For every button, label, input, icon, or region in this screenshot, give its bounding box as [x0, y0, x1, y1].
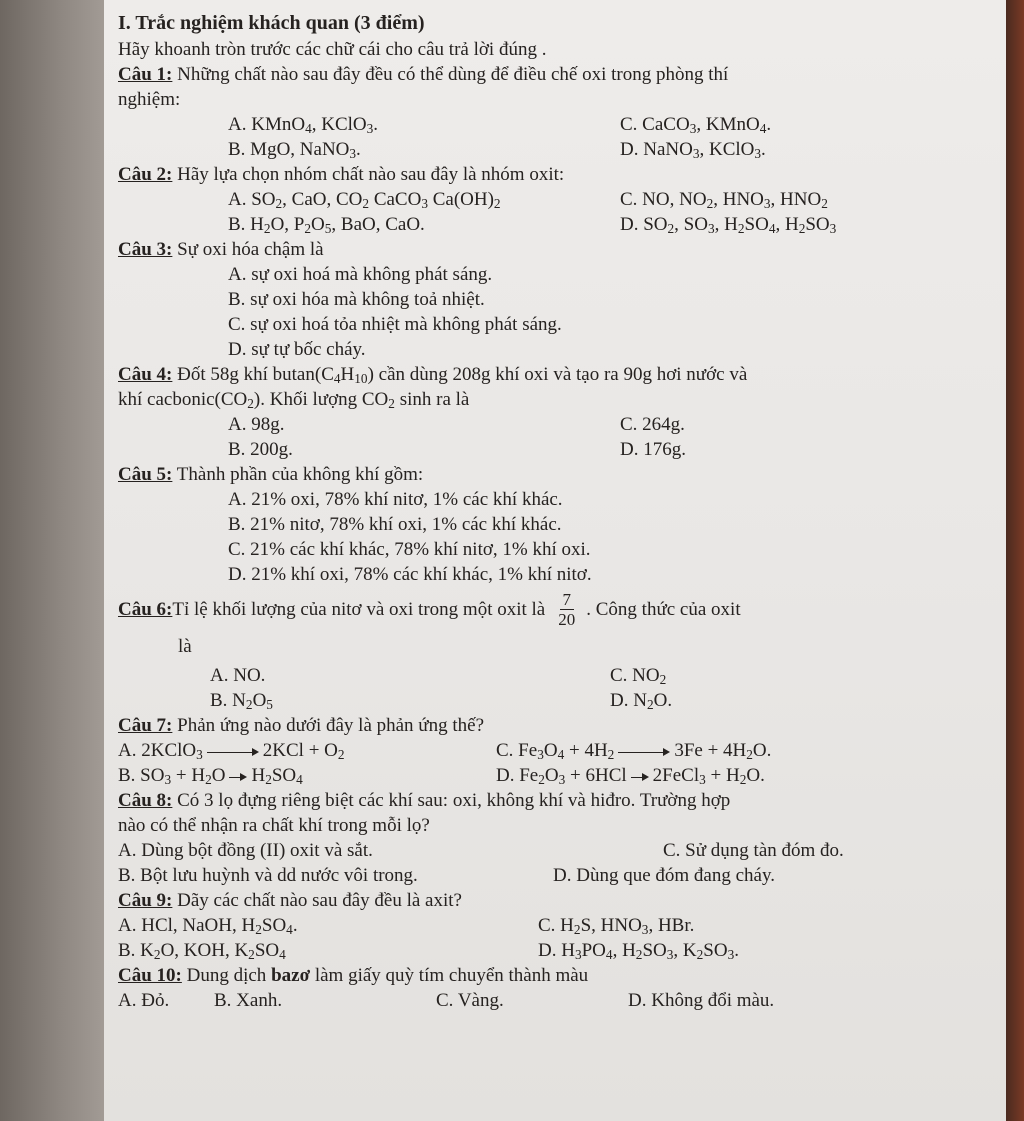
- question-text: Thành phần của không khí gồm:: [172, 464, 424, 485]
- question-text-cont: khí $cacbonic(CO_2)$. Khối lượng $CO_2$ sinh ra là: [118, 389, 470, 411]
- question-9: [118, 888, 988, 963]
- option-b: B. sự oxi hóa mà không toả nhiệt.: [228, 289, 485, 310]
- option-d: D. NaNO$_3$, KClO$_3$.: [620, 139, 766, 161]
- option-a: A. 98g.: [228, 414, 285, 435]
- question-label: Câu 7:: [118, 715, 173, 736]
- question-text: Dung dịch bazơ làm giấy quỳ tím chuyển thành màu: [181, 965, 589, 986]
- question-7: [118, 713, 988, 788]
- question-text: Dãy các chất nào sau đây đều là axit?: [172, 890, 462, 911]
- question-text: Hãy lựa chọn nhóm chất nào sau đây là nhóm oxit:: [172, 164, 565, 185]
- question-5: [118, 462, 988, 587]
- question-label: Câu 8:: [118, 790, 173, 811]
- question-4: [118, 362, 988, 462]
- background-left: [0, 0, 104, 1121]
- option-c: C. 264g.: [620, 414, 685, 435]
- option-a: A. $SO_2$, CaO, $CO_2$ CaCO$_3$ $Ca(OH)_2$: [228, 189, 501, 211]
- question-1: [118, 62, 988, 162]
- question-label: Câu 2:: [118, 164, 173, 185]
- question-text: Phản ứng nào dưới đây là phản ứng thế?: [172, 715, 485, 736]
- option-c: C. sự oxi hoá tỏa nhiệt mà không phát sáng.: [228, 314, 562, 335]
- reaction-arrow-icon: [631, 772, 649, 782]
- background-right: [1006, 0, 1024, 1121]
- option-a: A. HCl, NaOH, $H_2SO_4$.: [118, 915, 298, 937]
- option-d: D. $SO_2$, $SO_3$, $H_2SO_4$, $H_2SO_3$: [620, 214, 837, 236]
- question-label: Câu 5:: [118, 464, 173, 485]
- option-c: C. Vàng.: [436, 990, 504, 1011]
- option-b: B. 200g.: [228, 439, 293, 460]
- option-b: B. $H_2O$, $P_2O_5$, BaO, CaO.: [228, 214, 425, 236]
- reaction-arrow-icon: [207, 747, 259, 757]
- option-b: B. $SO_3 + H_2O$ $H_2SO_4$: [118, 765, 303, 787]
- option-d: D. $H_3PO_4$, $H_2SO_3$, $K_2SO_3$.: [538, 940, 739, 962]
- fraction: $\frac{7}{20}$: [558, 589, 576, 629]
- option-a: A. Đỏ.: [118, 990, 170, 1011]
- option-d: D. Dùng que đóm đang cháy.: [553, 865, 775, 886]
- option-a: A. 2KClO$_3$ $2KCl + O_2$: [118, 740, 345, 762]
- option-a: A. KMnO$_4$, KClO$_3$.: [228, 114, 379, 136]
- option-d: D. $Fe_2O_3 + 6HCl$ 2FeCl$_3$ + $H_2O$.: [496, 765, 765, 787]
- question-2: [118, 162, 988, 237]
- question-text: Những chất nào sau đây đều có thể dùng để điều chế oxi trong phòng thí: [172, 64, 729, 85]
- option-d: D. 176g.: [620, 439, 686, 460]
- option-c: C. Sử dụng tàn đóm đo.: [663, 840, 844, 861]
- option-b: B. Xanh.: [214, 990, 283, 1011]
- question-8: [118, 788, 988, 888]
- option-c: C. $NO_2$: [610, 665, 667, 687]
- question-text-la: là: [178, 636, 192, 657]
- question-label: Câu 4:: [118, 364, 173, 385]
- option-b: B. Bột lưu huỳnh và dd nước vôi trong.: [118, 865, 418, 886]
- option-c: C. $H_2S$, $HNO_3$, HBr.: [538, 915, 695, 937]
- option-c: C. 21% các khí khác, 78% khí nitơ, 1% khí oxi.: [228, 539, 591, 560]
- question-text-cont: nào có thể nhận ra chất khí trong mỗi lọ?: [118, 815, 430, 836]
- option-b: B. 21% nitơ, 78% khí oxi, 1% các khí khác.: [228, 514, 562, 535]
- reaction-arrow-icon: [229, 772, 247, 782]
- option-c: C. NO, $NO_2$, $HNO_3$, $HNO_2$: [620, 189, 828, 211]
- question-label: Câu 1:: [118, 64, 173, 85]
- option-a: A. Dùng bột đồng (II) oxit và sắt.: [118, 840, 373, 861]
- exam-sheet: [104, 0, 1006, 1121]
- option-d: D. $N_2O$.: [610, 690, 673, 712]
- option-b: B. $K_2O$, KOH, $K_2SO_4$: [118, 940, 286, 962]
- option-d: D. Không đổi màu.: [628, 990, 775, 1011]
- option-a: A. 21% oxi, 78% khí nitơ, 1% các khí khác.: [228, 489, 563, 510]
- option-c: C. $Fe_3O_4 + 4H_2$ $3Fe + 4H_2O$.: [496, 740, 772, 762]
- option-b: B. $N_2O_5$: [210, 690, 273, 712]
- question-label: Câu 9:: [118, 890, 173, 911]
- option-b: B. MgO, NaNO$_3$.: [228, 139, 361, 161]
- option-a: A. sự oxi hoá mà không phát sáng.: [228, 264, 493, 285]
- question-label: Câu 10:: [118, 965, 182, 986]
- option-c: C. CaCO$_3$, KMnO$_4$.: [620, 114, 772, 136]
- reaction-arrow-icon: [618, 747, 670, 757]
- question-3: [118, 237, 988, 362]
- option-a: A. NO.: [210, 665, 266, 686]
- instruction: Hãy khoanh tròn trước các chữ cái cho câu trả lời đúng .: [118, 39, 547, 60]
- question-label: Câu 3:: [118, 239, 173, 260]
- option-d: D. 21% khí oxi, 78% các khí khác, 1% khí nitơ.: [228, 564, 592, 585]
- question-text-cont: nghiệm:: [118, 89, 181, 110]
- question-text: Sự oxi hóa chậm là: [172, 239, 324, 260]
- question-6: [118, 587, 988, 713]
- question-text-cont: . Công thức của oxit: [586, 598, 741, 620]
- question-label: Câu 6:: [118, 598, 173, 620]
- question-10: [118, 963, 988, 1013]
- question-text: Tỉ lệ khối lượng của nitơ và oxi trong một oxit là: [172, 598, 546, 620]
- option-d: D. sự tự bốc cháy.: [228, 339, 366, 360]
- question-text: Có 3 lọ đựng riêng biệt các khí sau: oxi, không khí và hiđro. Trường hợp: [172, 790, 731, 811]
- section-title: I. Trắc nghiệm khách quan (3 điểm): [118, 12, 425, 34]
- question-text: Đốt 58g khí $butan(C_4H_{10})$ cần dùng 208g khí oxi và tạo ra 90g hơi nước và: [172, 364, 748, 386]
